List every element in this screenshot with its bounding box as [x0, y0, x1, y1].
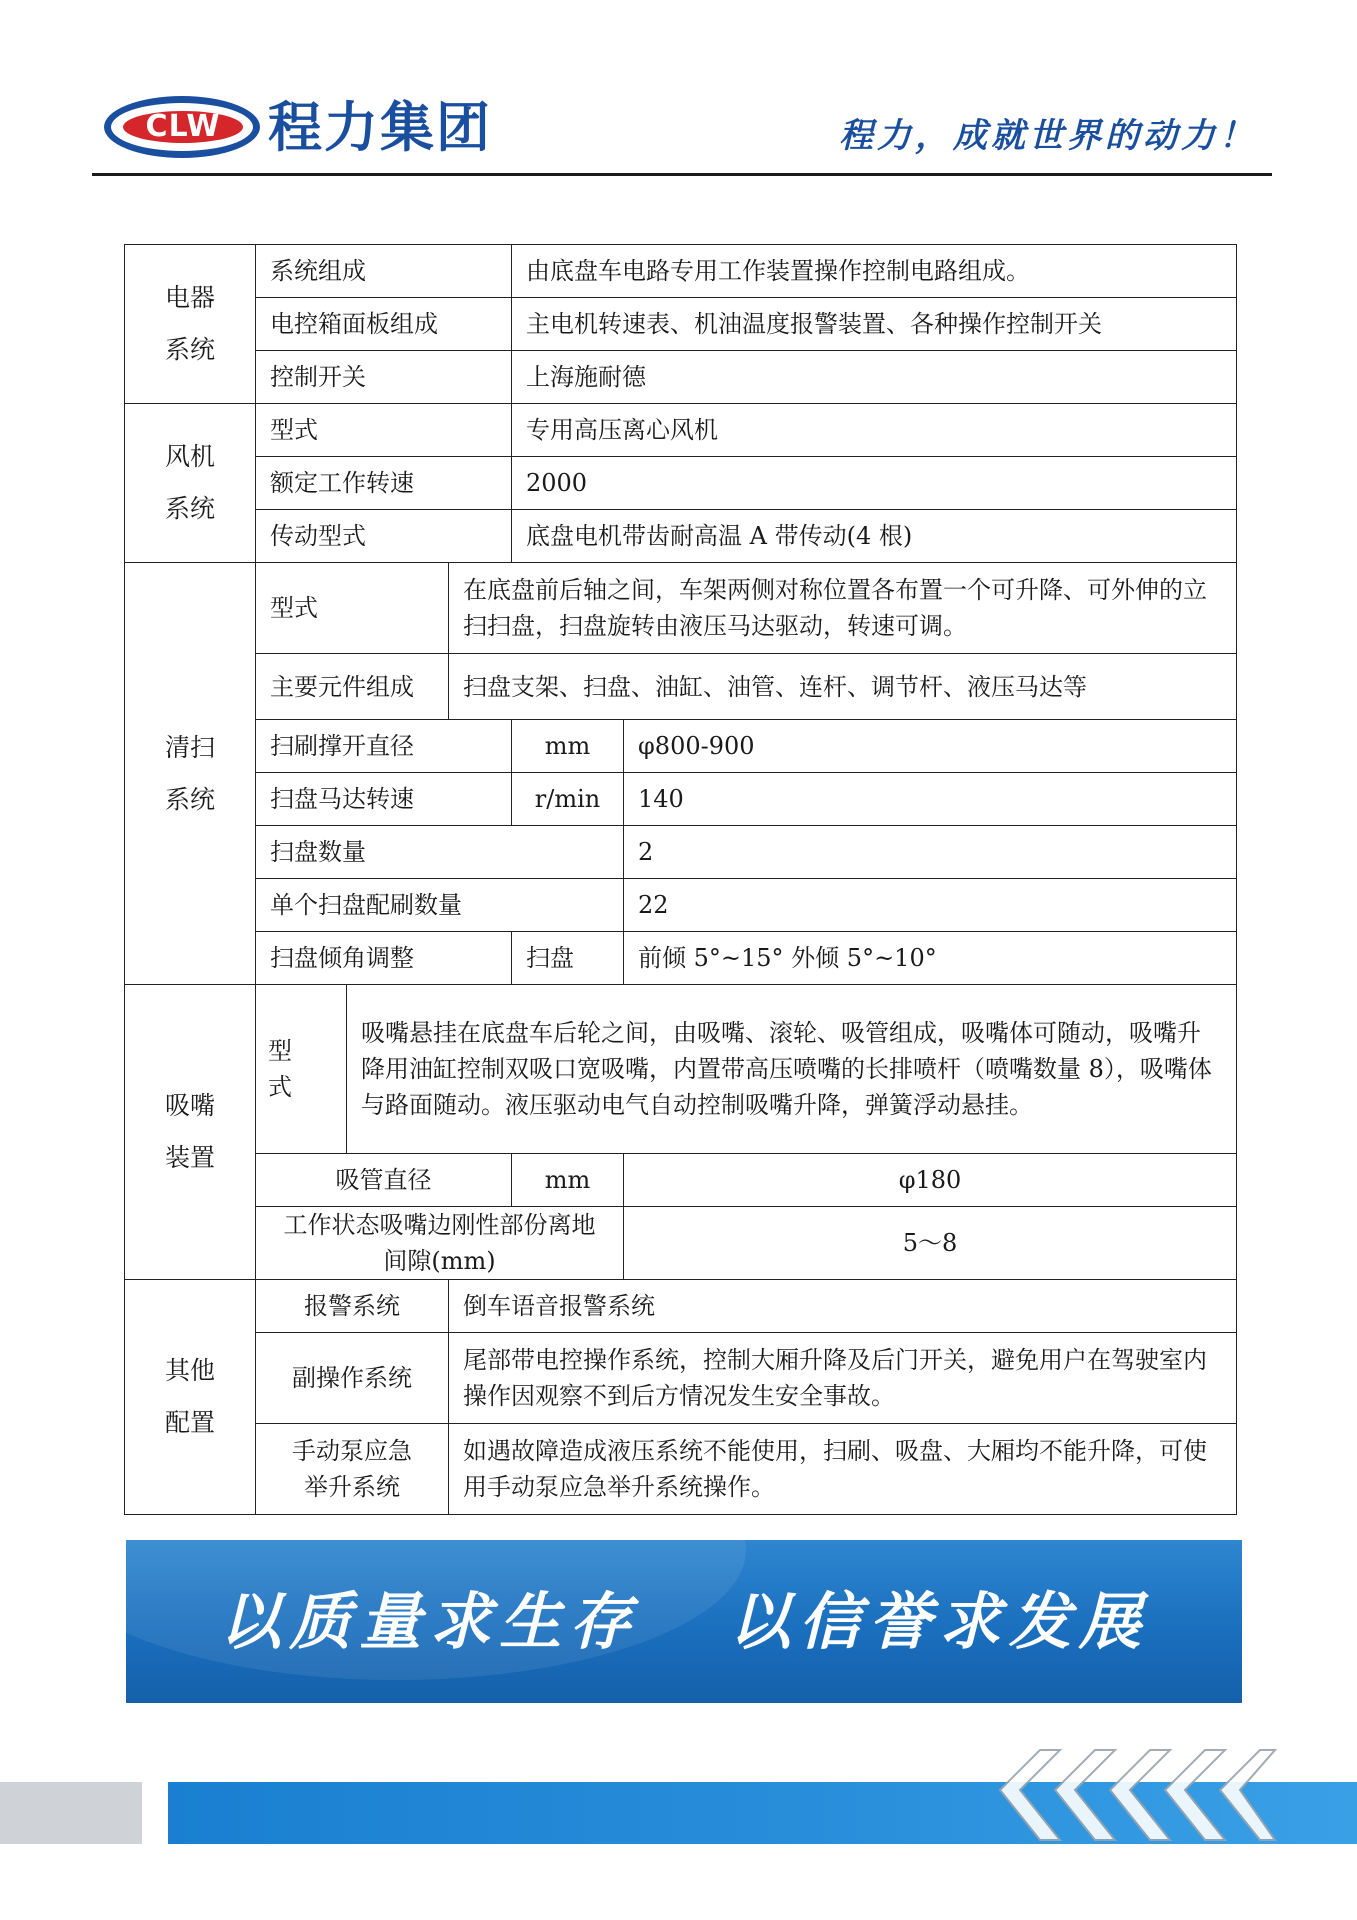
- row-unit: mm: [512, 720, 624, 773]
- table-row: [125, 720, 1237, 773]
- row-value: 底盘电机带齿耐高温 A 带传动(4 根): [512, 510, 1237, 563]
- row-value: 2: [624, 826, 1237, 879]
- row-value: 倒车语音报警系统: [449, 1280, 1237, 1333]
- row-value: φ180: [624, 1154, 1237, 1207]
- logo-oval: [104, 96, 260, 158]
- category-sweep: 清扫系统: [125, 563, 256, 985]
- row-value: 主电机转速表、机油温度报警装置、各种操作控制开关: [512, 298, 1237, 351]
- row-label: 型式: [256, 563, 449, 654]
- spec-table: [124, 244, 1237, 1515]
- table-row: [125, 985, 1237, 1154]
- category-fan: 风机系统: [125, 404, 256, 563]
- row-label: 扫刷撑开直径: [256, 720, 512, 773]
- row-label: 工作状态吸嘴边刚性部份离地间隙(mm): [256, 1207, 624, 1280]
- table-row: [125, 879, 1237, 932]
- row-value: 如遇故障造成液压系统不能使用，扫刷、吸盘、大厢均不能升降，可使用手动泵应急举升系统操作。: [449, 1424, 1237, 1515]
- row-label: 单个扫盘配刷数量: [256, 879, 624, 932]
- row-label: 型式: [256, 985, 347, 1154]
- table-row: [125, 1280, 1237, 1333]
- row-value: 扫盘支架、扫盘、油缸、油管、连杆、调节杆、液压马达等: [449, 654, 1237, 720]
- table-row: [125, 1424, 1237, 1515]
- row-value: 在底盘前后轴之间，车架两侧对称位置各布置一个可升降、可外伸的立扫扫盘，扫盘旋转由液压马达驱动，转速可调。: [449, 563, 1237, 654]
- table-row: [125, 404, 1237, 457]
- table-row: [125, 245, 1237, 298]
- footer-gray-block: [0, 1782, 142, 1844]
- row-value: 2000: [512, 457, 1237, 510]
- row-label: 额定工作转速: [256, 457, 512, 510]
- header-divider: [92, 173, 1272, 176]
- row-value: 尾部带电控操作系统，控制大厢升降及后门开关，避免用户在驾驶室内操作因观察不到后方情况发生安全事故。: [449, 1333, 1237, 1424]
- table-row: [125, 457, 1237, 510]
- row-label: 吸管直径: [256, 1154, 512, 1207]
- row-unit: r/min: [512, 773, 624, 826]
- row-value: 吸嘴悬挂在底盘车后轮之间，由吸嘴、滚轮、吸管组成，吸嘴体可随动，吸嘴升降用油缸控制双吸口宽吸嘴，内置带高压喷嘴的长排喷杆（喷嘴数量 8），吸嘴体与路面随动。液压驱动电气自动控制吸嘴升降，弹簧浮动悬挂。: [347, 985, 1237, 1154]
- table-row: [125, 773, 1237, 826]
- row-value: 140: [624, 773, 1237, 826]
- category-other: 其他配置: [125, 1280, 256, 1515]
- category-suction: 吸嘴装置: [125, 985, 256, 1280]
- row-value: 上海施耐德: [512, 351, 1237, 404]
- row-label: 手动泵应急举升系统: [256, 1424, 449, 1515]
- category-electrical: 电器系统: [125, 245, 256, 404]
- row-label: 副操作系统: [256, 1333, 449, 1424]
- page-header: [0, 0, 1357, 180]
- table-row: [125, 1154, 1237, 1207]
- table-row: [125, 1333, 1237, 1424]
- row-label: 扫盘数量: [256, 826, 624, 879]
- table-row: [125, 826, 1237, 879]
- company-name: 程力集团: [268, 96, 492, 159]
- table-row: [125, 563, 1237, 654]
- row-label: 扫盘马达转速: [256, 773, 512, 826]
- table-row: [125, 510, 1237, 563]
- table-row: [125, 1207, 1237, 1280]
- row-label: 系统组成: [256, 245, 512, 298]
- row-value: 专用高压离心风机: [512, 404, 1237, 457]
- row-label: 型式: [256, 404, 512, 457]
- banner-text: 以质量求生存 以信誉求发展: [219, 1585, 1149, 1658]
- logo-mark: CLW: [123, 111, 243, 143]
- row-label: 主要元件组成: [256, 654, 449, 720]
- row-value: 由底盘车电路专用工作装置操作控制电路组成。: [512, 245, 1237, 298]
- table-row: [125, 351, 1237, 404]
- row-sub-label: 扫盘: [512, 932, 624, 985]
- row-value: φ800-900: [624, 720, 1237, 773]
- row-label: 电控箱面板组成: [256, 298, 512, 351]
- table-row: [125, 298, 1237, 351]
- header-slogan: 程力，成就世界的动力！: [839, 116, 1257, 156]
- row-value: 22: [624, 879, 1237, 932]
- row-label: 传动型式: [256, 510, 512, 563]
- quality-banner: [126, 1540, 1242, 1703]
- table-row: [125, 654, 1237, 720]
- row-label: 控制开关: [256, 351, 512, 404]
- footer-chevron-decoration: [980, 1730, 1280, 1870]
- row-value: 前倾 5°~15° 外倾 5°~10°: [624, 932, 1237, 985]
- company-logo: [104, 92, 544, 164]
- row-value: 5～8: [624, 1207, 1237, 1280]
- row-unit: mm: [512, 1154, 624, 1207]
- table-row: [125, 932, 1237, 985]
- row-label: 扫盘倾角调整: [256, 932, 512, 985]
- row-label: 报警系统: [256, 1280, 449, 1333]
